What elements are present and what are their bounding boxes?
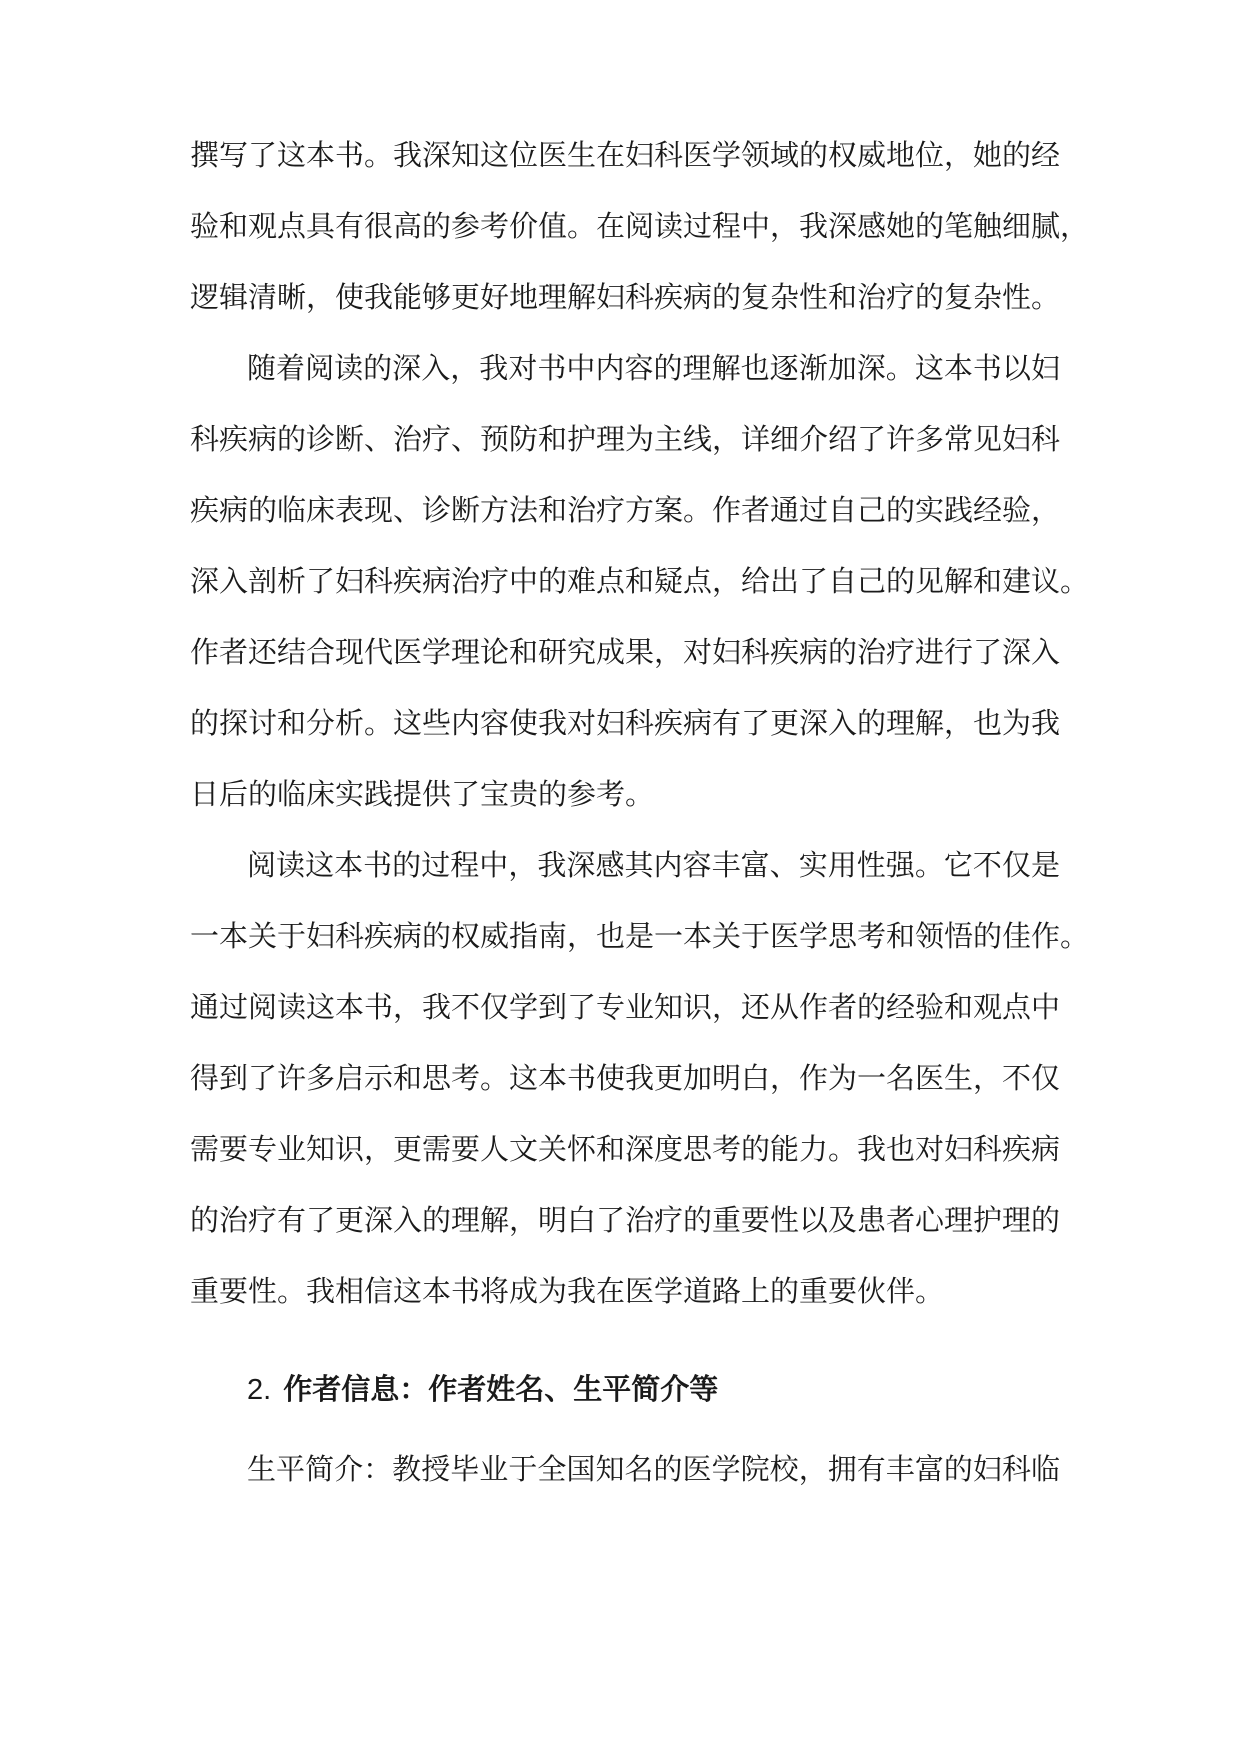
paragraph-1-line-2: 验和观点具有很高的参考价值。在阅读过程中，我深感她的笔触细腻， xyxy=(190,209,1090,243)
paragraph-3-line-2: 一本关于妇科疾病的权威指南，也是一本关于医学思考和领悟的佳作。 xyxy=(190,919,1090,953)
biography-line-1: 生平简介：教授毕业于全国知名的医学院校，拥有丰富的妇科临 xyxy=(247,1452,1060,1486)
paragraph-2-line-4: 深入剖析了妇科疾病治疗中的难点和疑点，给出了自己的见解和建议。 xyxy=(190,564,1090,598)
section-heading xyxy=(247,1369,718,1410)
paragraph-3-line-4: 得到了许多启示和思考。这本书使我更加明白，作为一名医生，不仅 xyxy=(190,1061,1061,1095)
paragraph-2-line-7: 日后的临床实践提供了宝贵的参考。 xyxy=(190,777,655,811)
paragraph-3-line-5: 需要专业知识，更需要人文关怀和深度思考的能力。我也对妇科疾病 xyxy=(190,1132,1061,1166)
paragraph-3-line-1: 阅读这本书的过程中，我深感其内容丰富、实用性强。它不仅是 xyxy=(247,848,1060,882)
section-title: 作者信息：作者姓名、生平简介等 xyxy=(283,1372,719,1406)
paragraph-3-line-6: 的治疗有了更深入的理解，明白了治疗的重要性以及患者心理护理的 xyxy=(190,1203,1061,1237)
section-number: 2. xyxy=(247,1374,272,1406)
paragraph-2-line-1: 随着阅读的深入，我对书中内容的理解也逐渐加深。这本书以妇 xyxy=(247,351,1060,385)
paragraph-2-line-3: 疾病的临床表现、诊断方法和治疗方案。作者通过自己的实践经验， xyxy=(190,493,1061,527)
paragraph-1-line-3: 逻辑清晰，使我能够更好地理解妇科疾病的复杂性和治疗的复杂性。 xyxy=(190,280,1061,314)
paragraph-2-line-5: 作者还结合现代医学理论和研究成果，对妇科疾病的治疗进行了深入 xyxy=(190,635,1061,669)
paragraph-1-line-1: 撰写了这本书。我深知这位医生在妇科医学领域的权威地位，她的经 xyxy=(190,138,1061,172)
paragraph-2-line-2: 科疾病的诊断、治疗、预防和护理为主线，详细介绍了许多常见妇科 xyxy=(190,422,1061,456)
paragraph-2-line-6: 的探讨和分析。这些内容使我对妇科疾病有了更深入的理解，也为我 xyxy=(190,706,1061,740)
paragraph-3-line-3: 通过阅读这本书，我不仅学到了专业知识，还从作者的经验和观点中 xyxy=(190,990,1061,1024)
paragraph-3-line-7: 重要性。我相信这本书将成为我在医学道路上的重要伙伴。 xyxy=(190,1274,945,1308)
